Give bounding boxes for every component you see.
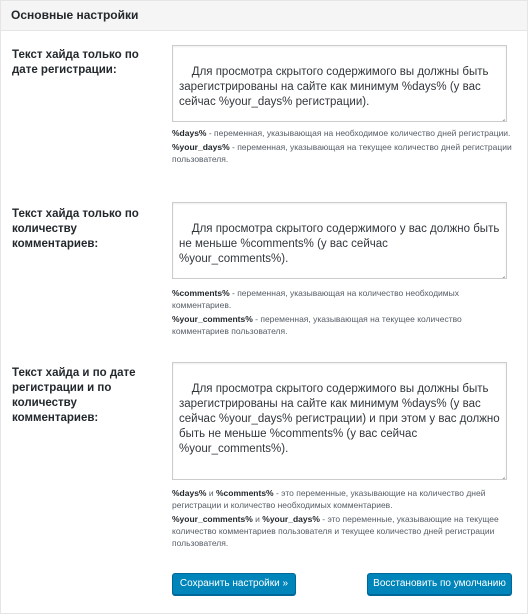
description-item	[172, 127, 512, 139]
panel-title: Основные настройки	[1, 1, 527, 31]
resize-handle-icon[interactable]	[497, 112, 505, 120]
variable-name: %your_days%	[172, 142, 230, 152]
variable-name: %your_days%	[262, 514, 320, 524]
variable-description: - переменная, указывающая на текущее количество комментариев пользователя.	[172, 314, 462, 336]
description-hide-by-registration-date	[172, 127, 512, 167]
variable-name: %your_comments%	[172, 514, 253, 524]
reset-defaults-button[interactable]: Восстановить по умолчанию	[367, 573, 512, 595]
label-hide-by-comments: Текст хайда только по количеству комментариев:	[12, 208, 139, 250]
description-item	[172, 287, 512, 311]
variable-name: %days%	[172, 488, 207, 498]
label-hide-by-date-and-comments: Текст хайда и по дате регистрации и по количеству комментариев:	[12, 367, 136, 424]
variable-name: %days%	[172, 128, 207, 138]
label-hide-by-registration-date: Текст хайда только по дате регистрации:	[12, 49, 139, 76]
joiner-text: и	[252, 514, 263, 524]
resize-handle-icon[interactable]	[497, 269, 505, 277]
textarea-hide-by-comments[interactable]	[172, 202, 507, 279]
textarea-hide-by-date-and-comments[interactable]	[172, 362, 507, 480]
description-hide-by-comments	[172, 287, 512, 339]
variable-description: - переменная, указывающая на количество необходимых комментариев.	[172, 288, 459, 310]
variable-description: - переменная, указывающая на необходимое количество дней регистрации.	[206, 128, 511, 138]
textarea-hide-by-date-and-comments-value: Для просмотра скрытого содержимого вы должны быть зарегистрированы на сайте как минимум %days% (у вас сейчас %your_days% регистрации) и при этом у вас должно быть не меньше %comments% (у вас сейчас %your_comments%).	[179, 383, 503, 455]
description-item	[172, 141, 512, 165]
description-hide-by-date-and-comments	[172, 487, 512, 551]
variable-description: - это переменные, указывающие на количество дней регистрации и количество необходимых комментариев.	[172, 488, 486, 510]
description-item	[172, 487, 512, 511]
save-settings-button[interactable]: Сохранить настройки »	[172, 573, 296, 595]
variable-description: - это переменные, указывающие на текущее количество комментариев пользователя и текущее количество дней регистрации пользователя.	[172, 514, 499, 548]
description-item	[172, 513, 512, 549]
variable-name: %comments%	[172, 288, 230, 298]
description-item	[172, 313, 512, 337]
textarea-hide-by-registration-date[interactable]	[172, 45, 507, 122]
variable-name: %comments%	[215, 488, 274, 498]
textarea-hide-by-registration-date-value: Для просмотра скрытого содержимого вы должны быть зарегистрированы на сайте как минимум %days% (у вас сейчас %your_days% регистрации).	[179, 66, 492, 108]
resize-handle-icon[interactable]	[497, 470, 505, 478]
variable-name: %your_comments%	[172, 314, 253, 324]
textarea-hide-by-comments-value: Для просмотра скрытого содержимого у вас должно быть не меньше %comments% (у вас сейчас %your_comments%).	[179, 223, 503, 265]
joiner-text: и	[206, 488, 216, 498]
variable-description: - переменная, указывающая на текущее количество дней регистрации пользователя.	[172, 142, 512, 164]
